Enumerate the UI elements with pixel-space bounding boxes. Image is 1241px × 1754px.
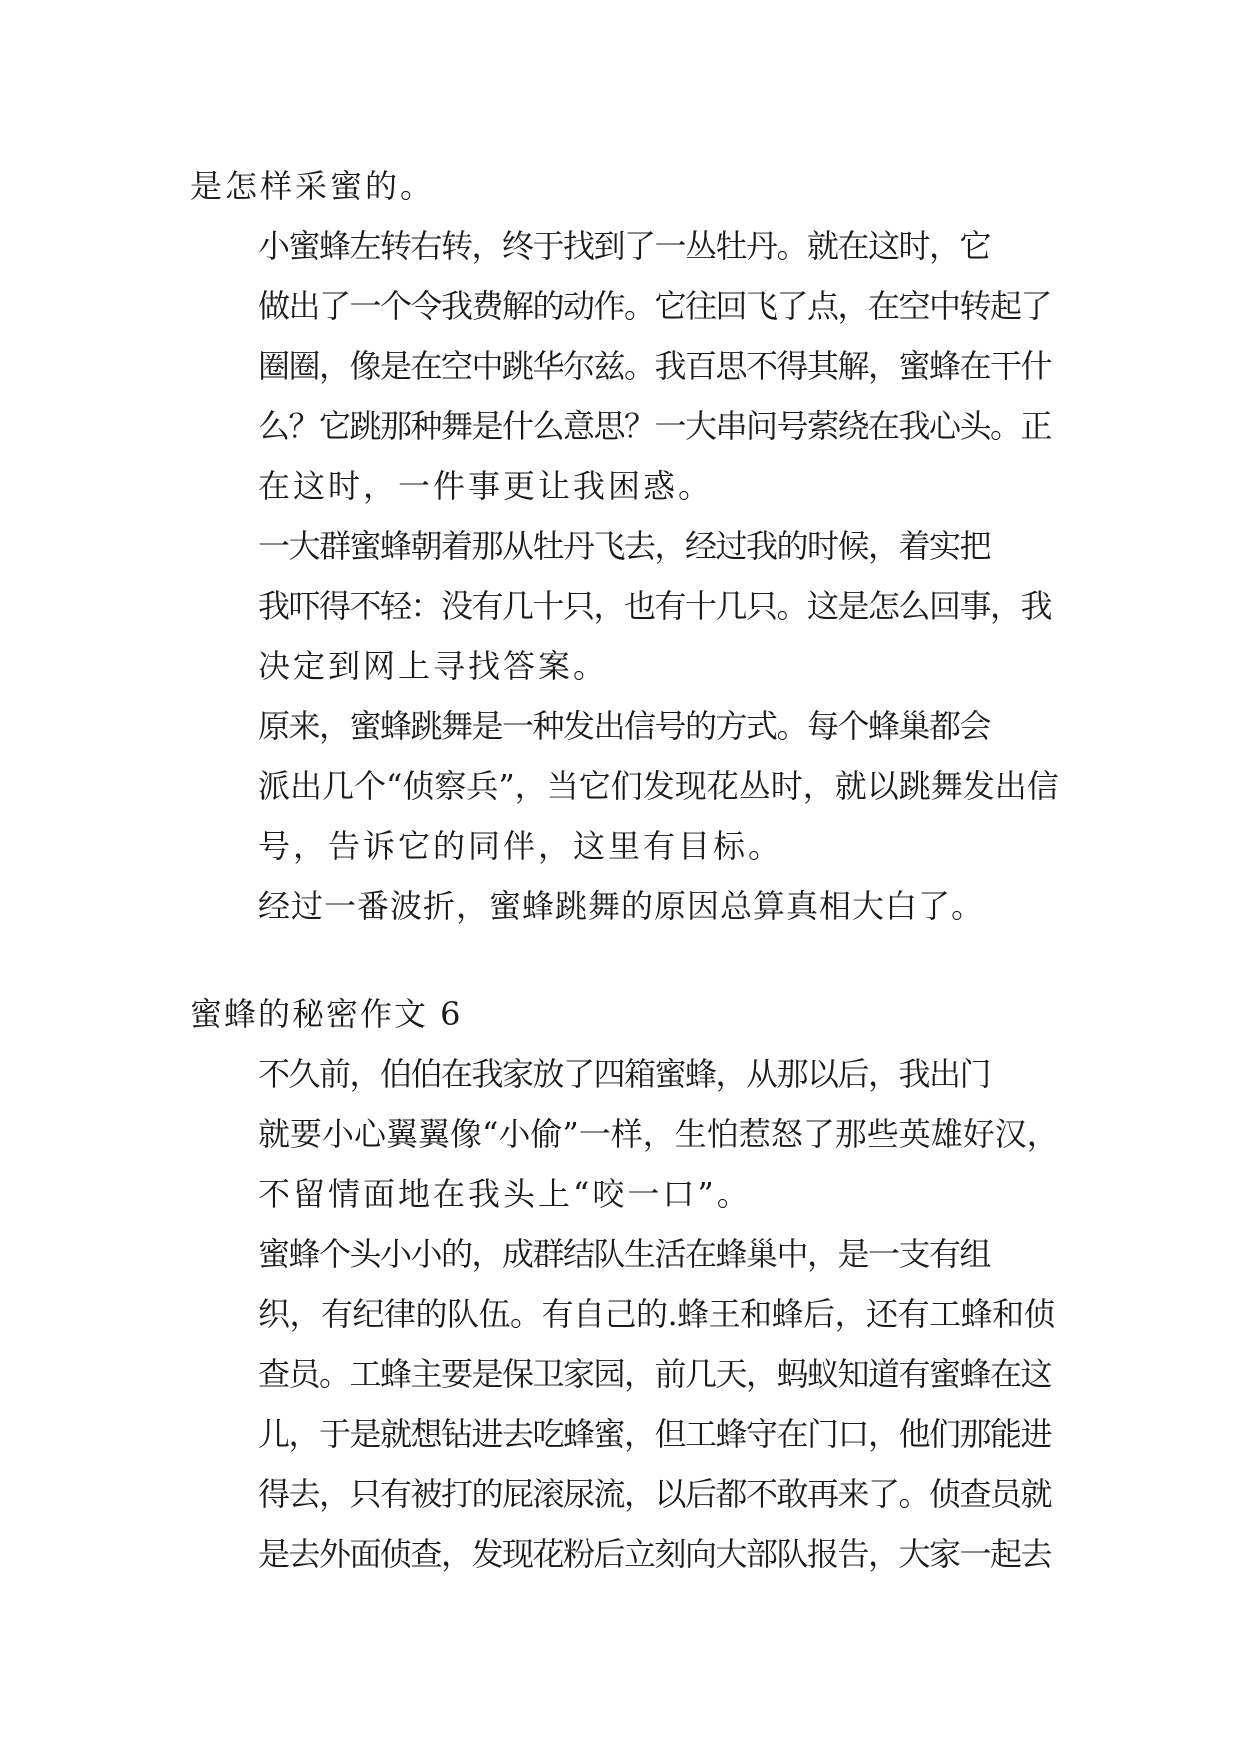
text-line: 不久前，伯伯在我家放了四箱蜜蜂，从那以后，我出门 xyxy=(258,1055,991,1093)
text-line: 蜜蜂的秘密作文 6 xyxy=(190,995,463,1033)
text-line: 织，有纪律的队伍。有自己的.蜂王和蜂后，还有工蜂和侦 xyxy=(258,1295,1056,1333)
text-line: 儿，于是就想钻进去吃蜂蜜，但工蜂守在门口，他们那能进 xyxy=(258,1415,1052,1453)
paragraph xyxy=(190,156,1052,216)
text-line: 派出几个“侦察兵”，当它们发现花丛时，就以跳舞发出信 xyxy=(258,767,1059,805)
text-line: 是去外面侦查，发现花粉后立刻向大部队报告，大家一起去 xyxy=(258,1535,1052,1573)
paragraph xyxy=(190,696,1059,876)
text-line: 号，告诉它的同伴，这里有目标。 xyxy=(258,827,784,865)
text-line: 么？它跳那种舞是什么意思？一大串问号萦绕在我心头。正 xyxy=(258,407,1052,445)
text-line: 是怎样采蜜的。 xyxy=(190,167,436,205)
text-line: 得去，只有被打的屁滚尿流，以后都不敢再来了。侦查员就 xyxy=(258,1475,1052,1513)
text-line: 查员。工蜂主要是保卫家园，前几天，蚂蚁知道有蜜蜂在这 xyxy=(258,1355,1052,1393)
text-line: 原来，蜜蜂跳舞是一种发出信号的方式。每个蜂巢都会 xyxy=(258,707,991,745)
paragraph xyxy=(190,216,1052,516)
paragraph xyxy=(190,876,1052,936)
text-line: 我吓得不轻：没有几十只，也有十几只。这是怎么回事，我 xyxy=(258,587,1052,625)
paragraph xyxy=(190,516,1052,696)
paragraph xyxy=(190,1224,1056,1584)
text-line: 就要小心翼翼像“小偷”一样，生怕惹怒了那些英雄好汉， xyxy=(258,1115,1059,1153)
document-body xyxy=(190,156,1059,1584)
text-line: 圈圈，像是在空中跳华尔兹。我百思不得其解，蜜蜂在干什 xyxy=(258,347,1052,385)
text-line: 不留情面地在我头上“咬一口”。 xyxy=(258,1175,752,1213)
text-line: 小蜜蜂左转右转，终于找到了一丛牡丹。就在这时，它 xyxy=(258,227,991,265)
text-line: 经过一番波折，蜜蜂跳舞的原因总算真相大白了。 xyxy=(258,887,985,925)
text-line: 蜜蜂个头小小的，成群结队生活在蜂巢中，是一支有组 xyxy=(258,1235,991,1273)
text-line: 一大群蜜蜂朝着那从牡丹飞去，经过我的时候，着实把 xyxy=(258,527,991,565)
text-line: 做出了一个令我费解的动作。它往回飞了点，在空中转起了 xyxy=(258,287,1052,325)
text-line: 决定到网上寻找答案。 xyxy=(258,647,609,685)
section-heading xyxy=(190,984,1052,1044)
paragraph xyxy=(190,1044,1059,1224)
text-line: 在这时，一件事更让我困惑。 xyxy=(258,467,714,505)
